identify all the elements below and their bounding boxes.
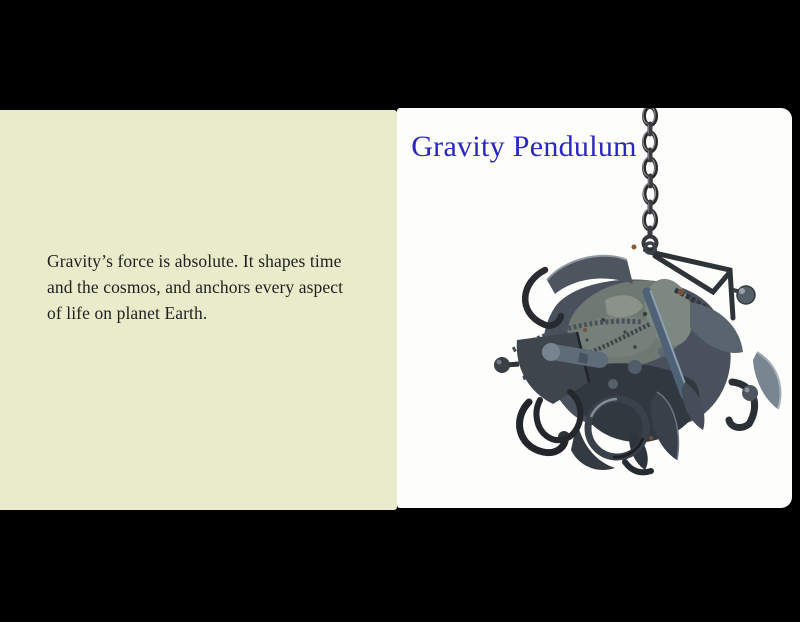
page-title: Gravity Pendulum bbox=[411, 130, 637, 163]
right-page bbox=[397, 108, 792, 508]
body-text-line: and the cosmos, and anchors every aspect bbox=[47, 277, 344, 297]
left-page bbox=[0, 110, 397, 510]
body-text-line: of life on planet Earth. bbox=[47, 303, 208, 323]
body-text bbox=[47, 248, 343, 326]
pendulum-sculpture-image bbox=[485, 232, 785, 494]
body-text-line: Gravity’s force is absolute. It shapes time bbox=[47, 251, 342, 271]
